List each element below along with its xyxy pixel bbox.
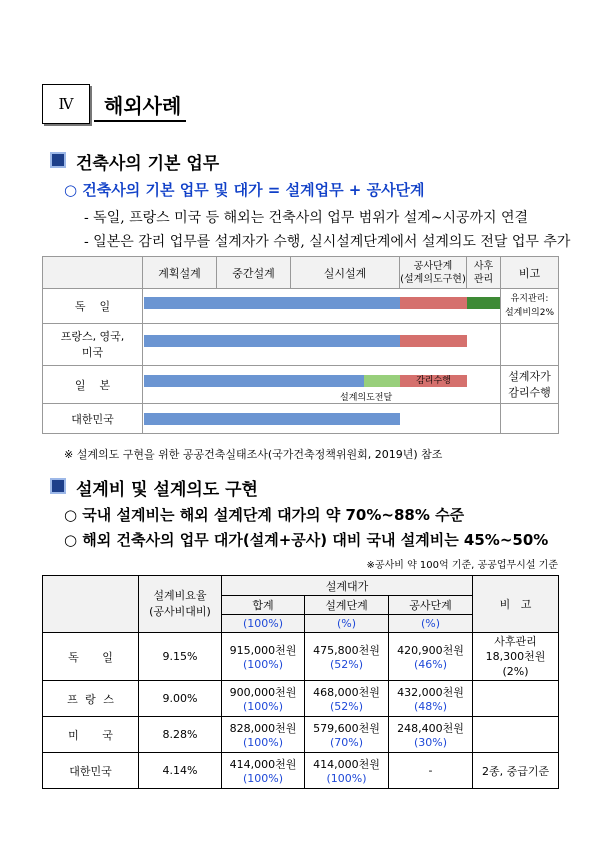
constr-value: 248,400천원 — [397, 722, 464, 735]
section-title: 해외사례 — [104, 94, 182, 118]
label-design-intent: 설계의도전달 — [340, 393, 393, 403]
header-middle-design: 중간설계 — [217, 257, 291, 289]
design-value: 579,600천원 — [313, 722, 380, 735]
note-cell — [473, 717, 559, 753]
design-pct: (52%) — [329, 700, 364, 713]
japan-note: 설계자가 감리수행 — [501, 366, 559, 404]
bar-japan-supervision: 감리수행 — [400, 375, 467, 387]
section-underline — [94, 120, 186, 122]
total-pct: (100%) — [242, 772, 284, 785]
constr-cell — [389, 681, 473, 717]
table-row — [43, 633, 559, 681]
constr-pct: (46%) — [413, 658, 448, 671]
header-constr-pct: (%) — [389, 615, 473, 633]
design-pct: (100%) — [326, 772, 367, 785]
header-total-pct: (100%) — [222, 615, 305, 633]
design-value: 414,000천원 — [313, 758, 380, 771]
total-cell — [222, 633, 305, 681]
row-label-france-uk-us: 프랑스, 영국, 미국 — [43, 324, 143, 366]
design-cell — [305, 633, 389, 681]
note-cell — [473, 681, 559, 717]
square-bullet-icon — [50, 152, 66, 168]
germany-note: 유지관리: 설계비의2% — [501, 289, 559, 324]
design-pct: (52%) — [329, 658, 364, 671]
header-remarks: 비고 — [501, 257, 559, 289]
total-cell — [222, 753, 305, 789]
country-cell: 프 랑 스 — [43, 681, 139, 717]
design-value: 475,800천원 — [313, 644, 380, 657]
header-country — [43, 576, 139, 633]
header-schematic: 계획설계 — [143, 257, 217, 289]
korea-note — [501, 404, 559, 434]
header-post-management: 사후 관리 — [467, 257, 501, 289]
constr-cell — [389, 753, 473, 789]
rate-cell: 9.15% — [139, 633, 222, 681]
total-pct: (100%) — [242, 736, 284, 749]
bullet-basic-duties: ○ 건축사의 기본 업무 및 대가 = 설계업무 + 공사단계 — [64, 181, 425, 199]
section-number: Ⅳ — [42, 84, 90, 124]
constr-value: - — [428, 764, 433, 777]
header-design-fee: 설계대가 — [222, 576, 473, 596]
total-value: 828,000천원 — [229, 722, 297, 735]
row-label-germany: 독 일 — [43, 289, 143, 324]
row-label-korea: 대한민국 — [43, 404, 143, 434]
country-cell: 대한민국 — [43, 753, 139, 789]
note-cell: 사후관리 18,300천원(2%) — [473, 633, 559, 681]
basis-note: ※공사비 약 100억 기준, 공공업무시설 기준 — [366, 560, 558, 571]
table-row — [43, 753, 559, 789]
bar-korea-design — [144, 413, 400, 425]
total-pct: (100%) — [242, 700, 284, 713]
design-pct: (70%) — [329, 736, 364, 749]
france-note — [501, 324, 559, 366]
header-remarks: 비 고 — [473, 576, 559, 633]
total-value: 900,000천원 — [229, 686, 297, 699]
total-pct: (100%) — [242, 658, 284, 671]
header-design-pct: (%) — [305, 615, 389, 633]
country-cell: 독 일 — [43, 633, 139, 681]
table-row — [43, 681, 559, 717]
table-row — [43, 717, 559, 753]
bar-france-design — [144, 335, 400, 347]
header-detailed-design: 실시설계 — [291, 257, 400, 289]
note-cell: 2종, 중급기준 — [473, 753, 559, 789]
country-cell: 미 국 — [43, 717, 139, 753]
constr-value: 432,000천원 — [397, 686, 464, 699]
header-blank — [43, 257, 143, 289]
header-total: 합계 — [222, 596, 305, 615]
design-cell — [305, 681, 389, 717]
bar-japan-intent — [364, 375, 400, 387]
rate-cell: 8.28% — [139, 717, 222, 753]
row-label-japan: 일 본 — [43, 366, 143, 404]
subheading-design-fee: 설계비 및 설계의도 구현 — [76, 480, 258, 500]
rate-cell: 4.14% — [139, 753, 222, 789]
cost-table — [42, 575, 559, 789]
reference-note: ※ 설계의도 구현을 위한 공공건축실태조사(국가건축정책위원회, 2019년) 참조 — [64, 448, 443, 461]
bar-france-construction — [400, 335, 467, 347]
bullet-overseas-ratio: ○ 해외 건축사의 업무 대가(설계+공사) 대비 국내 설계비는 45%~50% — [64, 531, 549, 549]
design-cell — [305, 717, 389, 753]
constr-cell — [389, 717, 473, 753]
dash-item-2: - 일본은 감리 업무를 설계자가 수행, 실시설계단계에서 설계의도 전달 업무 추가 — [84, 234, 571, 250]
design-value: 468,000천원 — [313, 686, 380, 699]
bar-germany-design — [144, 297, 400, 309]
subheading-basic-duties: 건축사의 기본 업무 — [76, 154, 220, 174]
total-cell — [222, 681, 305, 717]
total-value: 915,000천원 — [229, 644, 297, 657]
bar-germany-post — [467, 297, 500, 309]
bar-germany-construction — [400, 297, 467, 309]
rate-cell: 9.00% — [139, 681, 222, 717]
design-cell — [305, 753, 389, 789]
header-design-stage: 설계단계 — [305, 596, 389, 615]
constr-value: 420,900천원 — [397, 644, 464, 657]
square-bullet-icon — [50, 478, 66, 494]
constr-pct: (30%) — [413, 736, 448, 749]
bullet-domestic-fee: ○ 국내 설계비는 해외 설계단계 대가의 약 70%~88% 수준 — [64, 506, 465, 524]
total-cell — [222, 717, 305, 753]
header-construction-stage: 공사단계 (설계의도구현) — [400, 257, 467, 289]
bar-japan-design — [144, 375, 364, 387]
constr-cell — [389, 633, 473, 681]
constr-pct: (48%) — [413, 700, 448, 713]
dash-item-1: - 독일, 프랑스 미국 등 해외는 건축사의 업무 범위가 설계~시공까지 연결 — [84, 210, 529, 226]
header-construction-stage: 공사단계 — [389, 596, 473, 615]
total-value: 414,000천원 — [229, 758, 297, 771]
header-rate: 설계비요율 (공사비대비) — [139, 576, 222, 633]
